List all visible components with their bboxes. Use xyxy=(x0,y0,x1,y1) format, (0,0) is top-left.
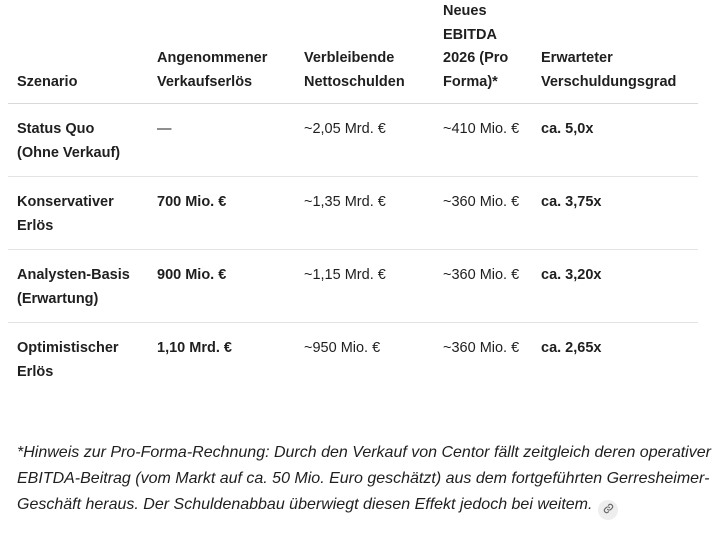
table-row xyxy=(8,177,698,250)
cell-scenario: Status Quo (Ohne Verkauf) xyxy=(8,104,148,177)
cell-ebitda: ~360 Mio. € xyxy=(434,177,532,250)
table-row xyxy=(8,104,698,177)
header-szenario: Szenario xyxy=(8,0,148,104)
table-header-row xyxy=(8,0,698,104)
cell-scenario: Optimistischer Erlös xyxy=(17,340,119,380)
cell-leverage: ca. 3,20x xyxy=(532,250,698,323)
cell-leverage: ca. 3,75x xyxy=(532,177,698,250)
cell-ebitda: ~360 Mio. € xyxy=(434,250,532,323)
cell-net-debt: ~950 Mio. € xyxy=(304,340,381,356)
link-icon[interactable] xyxy=(598,500,618,520)
cell-proceeds: 900 Mio. € xyxy=(148,250,295,323)
cell-proceeds: — xyxy=(148,104,295,177)
cell-ebitda: ~410 Mio. € xyxy=(434,104,532,177)
cell-leverage: ca. 2,65x xyxy=(541,340,602,356)
table-row xyxy=(8,250,698,323)
cell-proceeds: 700 Mio. € xyxy=(148,177,295,250)
cell-net-debt: ~1,35 Mrd. € xyxy=(295,177,434,250)
header-verschuldungsgrad: Erwarteter Verschuldungsgrad xyxy=(532,0,698,104)
header-nettoschulden: Verbleibende Nettoschulden xyxy=(295,0,434,104)
cell-net-debt: ~2,05 Mrd. € xyxy=(295,104,434,177)
cell-scenario: Analysten-Basis (Erwartung) xyxy=(8,250,148,323)
cell-ebitda: ~360 Mio. € xyxy=(443,340,520,356)
footnote-text: *Hinweis zur Pro-Forma-Rechnung: Durch den Verkauf von Centor fällt zeitgleich deren operativer EBITDA-Beitrag (vom Markt auf ca. 50 Mio. Euro geschätzt) aus dem fortgeführten Gerresheimer-Geschäft heraus. Der Schuldenabbau überwiegt diesen Effekt jedoch bei weitem. xyxy=(17,444,711,513)
header-ebitda: Neues EBITDA 2026 (Pro Forma)* xyxy=(434,0,532,104)
scenario-table xyxy=(8,0,698,395)
cell-proceeds: 1,10 Mrd. € xyxy=(157,340,232,356)
cell-net-debt: ~1,15 Mrd. € xyxy=(295,250,434,323)
header-verkaufserloes: Angenommener Verkaufserlös xyxy=(148,0,295,104)
cell-scenario: Konservativer Erlös xyxy=(8,177,148,250)
table-row xyxy=(8,323,698,396)
footnote xyxy=(17,440,717,520)
scenario-table-container xyxy=(8,0,698,395)
cell-leverage: ca. 5,0x xyxy=(532,104,698,177)
